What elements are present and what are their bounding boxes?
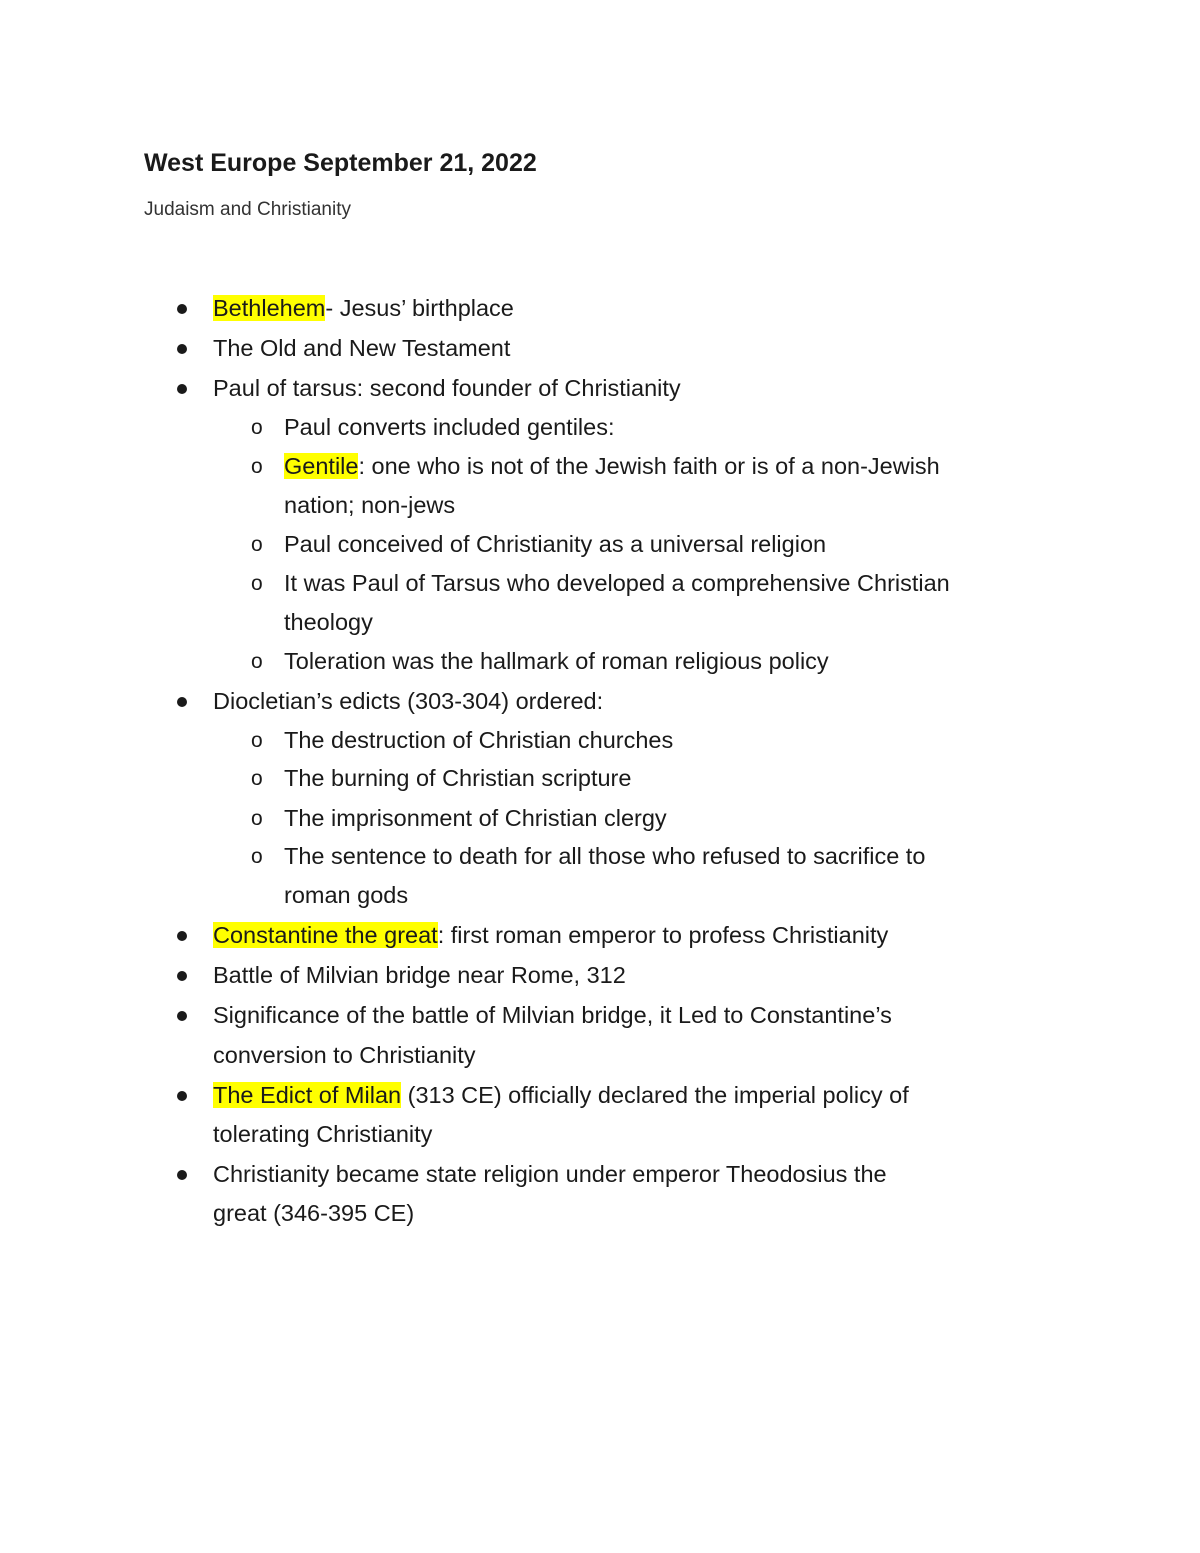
bullet-icon [177, 697, 187, 707]
list-item [213, 289, 514, 328]
highlighted-term: Bethlehem [213, 295, 326, 321]
document-subtitle: Judaism and Christianity [144, 199, 351, 220]
list-item-text: : first roman emperor to profess Christianity [437, 922, 889, 948]
sub-list-item [284, 447, 940, 486]
list-item [213, 916, 888, 955]
sub-list-item-continuation: theology [284, 609, 373, 635]
bullet-icon [177, 1170, 187, 1180]
sub-bullet-icon: o [251, 416, 263, 439]
bullet-icon [177, 384, 187, 394]
sub-list-item: It was Paul of Tarsus who developed a comprehensive Christian [284, 570, 950, 596]
sub-bullet-icon: o [251, 650, 263, 673]
list-item-text: - Jesus’ birthplace [325, 295, 514, 321]
bullet-icon [177, 1091, 187, 1101]
list-item: Significance of the battle of Milvian bridge, it Led to Constantine’s [213, 1002, 892, 1028]
sub-list-item-continuation: nation; non-jews [284, 492, 456, 518]
sub-bullet-icon: o [251, 572, 263, 595]
document-title: West Europe September 21, 2022 [144, 149, 537, 177]
list-item-continuation: great (346-395 CE) [213, 1200, 415, 1226]
list-item: The Old and New Testament [213, 335, 511, 361]
sub-list-item-text: : one who is not of the Jewish faith or is of a non-Jewish [358, 453, 940, 479]
sub-list-item: Paul converts included gentiles: [284, 414, 615, 440]
sub-list-item: The imprisonment of Christian clergy [284, 805, 667, 831]
list-item [213, 1076, 909, 1115]
bullet-icon [177, 344, 187, 354]
sub-bullet-icon: o [251, 767, 263, 790]
sub-bullet-icon: o [251, 455, 263, 478]
list-item-continuation: conversion to Christianity [213, 1042, 476, 1068]
highlighted-term: Gentile [284, 453, 359, 479]
highlighted-term: The Edict of Milan [213, 1082, 402, 1108]
sub-list-item: The destruction of Christian churches [284, 727, 674, 753]
bullet-icon [177, 1011, 187, 1021]
list-item: Battle of Milvian bridge near Rome, 312 [213, 962, 626, 988]
list-item: Diocletian’s edicts (303-304) ordered: [213, 688, 604, 714]
list-item-text: (313 CE) officially declared the imperial policy of [401, 1082, 909, 1108]
sub-list-item-continuation: roman gods [284, 882, 409, 908]
sub-list-item: Toleration was the hallmark of roman religious policy [284, 648, 829, 674]
bullet-icon [177, 931, 187, 941]
list-item: Paul of tarsus: second founder of Christianity [213, 375, 681, 401]
sub-list-item: The sentence to death for all those who refused to sacrifice to [284, 843, 926, 869]
bullet-icon [177, 304, 187, 314]
list-item-continuation: tolerating Christianity [213, 1121, 433, 1147]
sub-bullet-icon: o [251, 533, 263, 556]
highlighted-term: Constantine the great [213, 922, 438, 948]
sub-bullet-icon: o [251, 807, 263, 830]
sub-list-item: The burning of Christian scripture [284, 765, 632, 791]
bullet-icon [177, 971, 187, 981]
sub-list-item: Paul conceived of Christianity as a universal religion [284, 531, 827, 557]
list-item: Christianity became state religion under emperor Theodosius the [213, 1161, 887, 1187]
sub-bullet-icon: o [251, 845, 263, 868]
sub-bullet-icon: o [251, 729, 263, 752]
